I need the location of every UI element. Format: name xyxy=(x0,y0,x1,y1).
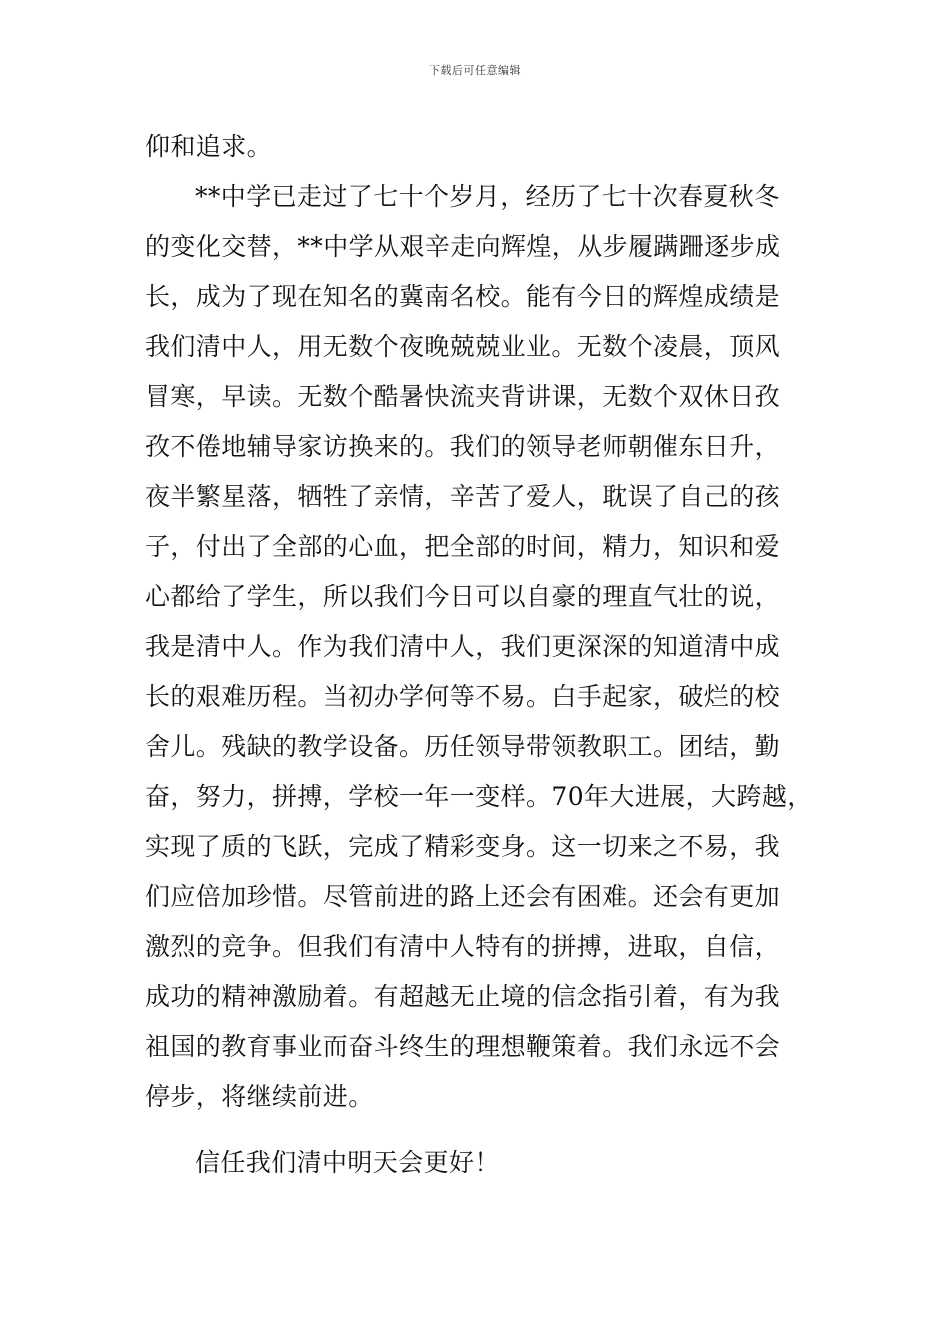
paragraph-line: 我是清中人。作为我们清中人，我们更深深的知道清中成 xyxy=(145,632,781,661)
paragraph-line: 停步，将继续前进。 xyxy=(145,1082,374,1111)
paragraph-line: 祖国的教育事业而奋斗终生的理想鞭策着。我们永远不会 xyxy=(145,1032,781,1061)
paragraph-line: 们应倍加珍惜。尽管前进的路上还会有困难。还会有更加 xyxy=(145,882,781,911)
closing-line: 信任我们清中明天会更好！ xyxy=(195,1148,500,1177)
paragraph-line: 孜不倦地辅导家访换来的。我们的领导老师朝催东日升， xyxy=(145,432,781,461)
paragraph-line: 实现了质的飞跃，完成了精彩变身。这一切来之不易，我 xyxy=(145,832,781,861)
paragraph-line: 冒寒，早读。无数个酷暑快流夹背讲课，无数个双休日孜 xyxy=(145,382,781,411)
paragraph-line: 舍儿。残缺的教学设备。历任领导带领教职工。团结，勤 xyxy=(145,732,781,761)
paragraph-line: 夜半繁星落，牺牲了亲情，辛苦了爱人，耽误了自己的孩 xyxy=(145,482,781,511)
paragraph-line: 的变化交替，**中学从艰辛走向辉煌，从步履蹒跚逐步成 xyxy=(145,232,781,261)
paragraph-line: 我们清中人，用无数个夜晚兢兢业业。无数个凌晨，顶风 xyxy=(145,332,781,361)
paragraph-line: 长，成为了现在知名的冀南名校。能有今日的辉煌成绩是 xyxy=(145,282,781,311)
paragraph-line: **中学已走过了七十个岁月，经历了七十次春夏秋冬 xyxy=(195,182,780,211)
page-header-note: 下载后可任意编辑 xyxy=(429,64,521,77)
paragraph-line: 仰和追求。 xyxy=(145,132,273,161)
document-body xyxy=(145,122,813,1188)
paragraph-gap xyxy=(145,1122,810,1138)
paragraph-line: 激烈的竞争。但我们有清中人特有的拼搏，进取，自信， xyxy=(145,932,781,961)
paragraph-line: 心都给了学生，所以我们今日可以自豪的理直气壮的说， xyxy=(145,582,781,611)
paragraph-line: 成功的精神激励着。有超越无止境的信念指引着，有为我 xyxy=(145,982,781,1011)
paragraph-line: 长的艰难历程。当初办学何等不易。白手起家，破烂的校 xyxy=(145,682,781,711)
paragraph-line: 子，付出了全部的心血，把全部的时间，精力，知识和爱 xyxy=(145,532,781,561)
paragraph-line: 奋，努力，拼搏，学校一年一变样。70年大进展，大跨越， xyxy=(145,782,813,811)
